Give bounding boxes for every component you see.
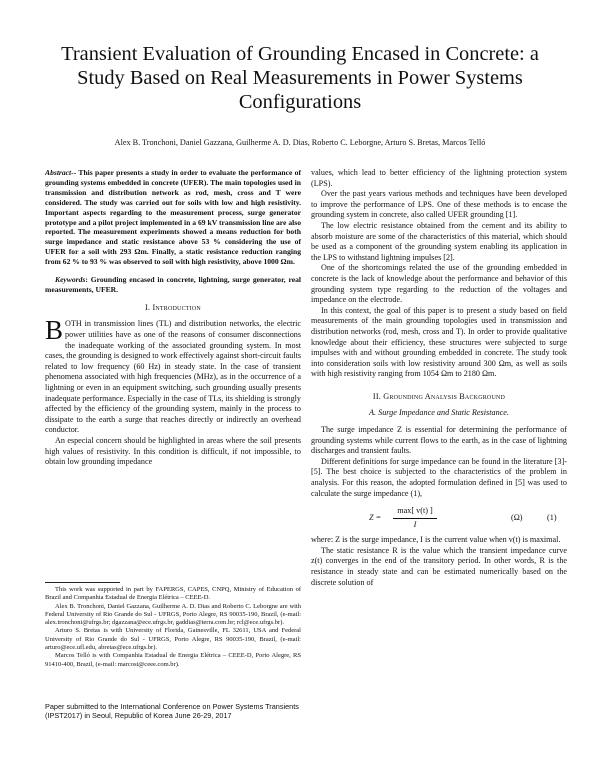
drop-cap: B [45, 315, 64, 346]
abstract-label: Abstract [45, 168, 72, 177]
footnote-rule [45, 582, 120, 583]
keywords [45, 275, 301, 295]
subsection-heading: A. Surge Impedance and Static Resistance. [369, 408, 509, 418]
keywords-text: : Grounding encased in concrete, lightning, surge generator, real measurements, UFER. [45, 275, 301, 294]
footnotes [45, 582, 301, 669]
right-paragraph-1: Over the past years various methods and techniques have been developed to improve the performance of LPS. One of these methods is to encase the grounding system in concrete, also called UFER grounding [1]. [311, 189, 567, 220]
intro-paragraph-2: An especial concern should be highlighted in areas where the soil presents high values of resistivity. In this condition is difficult, if not impossible, to obtain low grounding impedance [45, 436, 301, 467]
background-paragraph-2: Different definitions for surge impedance can be found in the literature [3]-[5]. The best choice is subjected to the characteristics of the problem in analysis. For this reason, the adopted formulation defined in [5] was used to calculate the surge impedance (1), [311, 456, 567, 498]
equation-fraction [393, 506, 437, 530]
paper-title: Transient Evaluation of Grounding Encased in Concrete: a Study Based on Real Measurements in Power Systems Configurations [61, 43, 539, 113]
footnote-affiliation-2: Arturo S. Bretas is with University of Florida, Gainesville, FL 32611, USA and Federal University of Rio Grande do Sul - UFRGS, Porto Alegre, RS 90035-190, Brazil, (e-mail: arturo@ece.ufl.edu, abretas@ece.ufrgs.br). [45, 627, 301, 652]
right-paragraph-4: In this context, the goal of this paper is to present a study based on field measurements of the main grounding topologies used in transmission and distribution networks (rod, mesh, cross and T). In order to provide qualitative knowledge about their efficiency, these structures were subjected to surge impulses with and without grounding embedded in concrete. The study took into consideration soils with low resistivity around 300 Ωm, as well as soils with high resistivity ranging from 1054 Ωm to 2180 Ωm. [311, 305, 567, 379]
equation-numerator: max[ v(t) ] [393, 506, 437, 519]
section-heading-background: II. Grounding Analysis Background [372, 391, 506, 401]
left-column [45, 168, 301, 468]
background-paragraph-4: The static resistance R is the value which the transient impedance curve z(t) converges in the end of the transitory period. In other words, R is the resistance in steady state and can be estimated numerically based on the discrete solution of [311, 545, 567, 587]
background-paragraph-1: The surge impedance Z is essential for determining the performance of grounding systems while current flows to the earth, as in the case of lightning discharges and transient faults. [311, 425, 567, 456]
abstract [45, 168, 301, 267]
equation-number: (1) [547, 513, 557, 523]
right-paragraph-3: One of the shortcomings related the use of the grounding embedded in concrete is the lack of knowledge about the performance and behavior of this grounding system type regarding to the reduction of the voltages and impedance on the electrode. [311, 263, 567, 305]
right-paragraph-2: The low electric resistance obtained from the cement and its ability to absorb moisture are some of the characteristics of this material, which should be used as a component of the grounding system enabling its application in the LPS to withstand lightning impulses [2]. [311, 220, 567, 262]
equation-lhs: Z = [369, 513, 382, 523]
right-paragraph-0: values, which lead to better efficiency of the lightning protection system (LPS). [311, 168, 567, 188]
intro-paragraph-1 [45, 315, 301, 436]
intro-paragraph-1-text: OTH in transmission lines (TL) and distribution networks, the electric power utilities have as one of the reasons of consumer disconnections the inadequate working of the associated grounding system. In most cases, the grounding is designed to work effectively against short-circuit faults related to low frequency (60 Hz) in steady state. In the case of transient phenomena associated with high frequencies (MHz), as in the occurrence of a lightning or even in an equipment switching, such grounding usually presents inadequate performance. Especially in the case of TLs, its shielding is strongly affected by the efficiency of the grounding system, mainly in the process to dissipate to the earth a surge that reaches directly or indirectly an overhead conductor. [45, 319, 301, 435]
background-paragraph-3: where: Z is the surge impedance, I is the current value when v(t) is maximal. [311, 535, 561, 545]
footnote-affiliation-1: Alex B. Tronchoni, Daniel Gazzana, Guilherme A. D. Dias and Roberto C. Leborgne are with Federal University of Rio Grande do Sul - UFRGS, Porto Alegre, RS 90035-190, Brazil, (e-mail: alex.tronchoni@ufrgs.br; dgazzana@ece.ufrgs.br, gaddias@terra.com.br; rcl@ece.ufrgs.br). [45, 602, 301, 627]
section-heading-introduction: I. Introduction [145, 302, 201, 312]
equation-1 [311, 505, 567, 531]
equation-unit: (Ω) [511, 513, 523, 523]
conference-note: Paper submitted to the International Conference on Power Systems Transients (IPST2017) in Seoul, Republic of Korea June 26-29, 2017 [45, 702, 299, 721]
footnote-affiliation-3: Marcos Telló is with Companhia Estadual de Energia Elétrica – CEEE-D, Porto Alegre, RS 91410-400, Brazil, (e-mail: marcost@ceee.com.br). [45, 652, 301, 668]
footnote-funding: This work was supported in part by FAPERGS, CAPES, CNPQ, Ministry of Education of Brazil and Companhia Estadual de Energia Elétrica – CEEE-D. [45, 586, 301, 602]
equation-denominator: I [413, 519, 417, 529]
right-column [311, 168, 567, 588]
keywords-label: Keywords [55, 275, 86, 285]
abstract-text: -- This paper presents a study in order to evaluate the performance of grounding systems embedded in concrete (UFER). The main topologies used in transmission and distribution network as rod, mesh, cross and T were considered. The study was carried out for soils with low and high resistivity. Important aspects regarding to the measurement process, surge generator prototype and a pilot project implemented in a 69 kV transmission line are also reported. The measurement experiments showed a means reduction for both surge impedance and static resistance above 53 % considering the use of UFER for a soil with 293 Ωm. Finally, a static resistance reduction ranging from 62 % to 93 % was observed to soil with high resistivity, above 1000 Ωm. [45, 168, 301, 267]
author-list: Alex B. Tronchoni, Daniel Gazzana, Guilherme A. D. Dias, Roberto C. Leborgne, Arturo S. Bretas, Marcos Telló [114, 138, 486, 147]
